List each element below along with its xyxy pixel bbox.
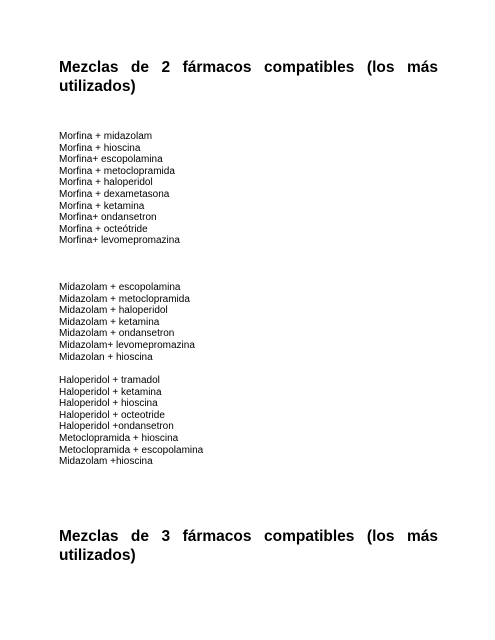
heading-word: más bbox=[406, 59, 438, 76]
list-item: Haloperidol +ondansetron bbox=[59, 421, 174, 433]
list-item: Morfina + midazolam bbox=[59, 131, 153, 142]
list-item: Morfina + hioscina bbox=[59, 142, 141, 154]
list-item: Midazolam + metoclopramida bbox=[59, 293, 190, 305]
morfina-combinations-list bbox=[59, 131, 180, 247]
list-item: Midazolam + ketamina bbox=[59, 316, 160, 328]
list-item: Midazolam+ levomepromazina bbox=[59, 339, 195, 351]
section-heading-2-drugs bbox=[59, 58, 438, 96]
list-item: Morfina+ escopolamina bbox=[59, 154, 163, 166]
list-item: Morfina+ levomepromazina bbox=[59, 235, 180, 247]
list-item: Morfina + metoclopramida bbox=[59, 165, 175, 177]
heading-word: más bbox=[406, 528, 438, 545]
list-item: Morfina + octeótride bbox=[59, 223, 148, 235]
list-item: Morfina + ketamina bbox=[59, 200, 145, 212]
heading-word: (los bbox=[366, 528, 395, 545]
haloperidol-combinations-list bbox=[59, 375, 203, 468]
list-item: Midazolan + hioscina bbox=[59, 351, 153, 363]
heading-word: compatibles bbox=[263, 59, 355, 76]
heading-word: (los bbox=[366, 59, 395, 76]
list-item: Midazolam +hioscina bbox=[59, 456, 153, 468]
list-item: Haloperidol + octeotride bbox=[59, 409, 165, 421]
heading-line-1 bbox=[59, 58, 438, 77]
heading-word: compatibles bbox=[263, 528, 355, 545]
heading-word: fármacos bbox=[182, 528, 252, 545]
list-item: Haloperidol + tramadol bbox=[59, 375, 160, 386]
list-item: Morfina + dexametasona bbox=[59, 188, 170, 200]
midazolam-combinations-list bbox=[59, 282, 195, 363]
heading-word: 3 bbox=[161, 528, 171, 545]
list-item: Midazolam + escopolamina bbox=[59, 282, 181, 293]
heading-line-1 bbox=[59, 527, 438, 546]
heading-word: de bbox=[130, 528, 150, 545]
heading-word: 2 bbox=[161, 59, 171, 76]
heading-word: Mezclas bbox=[59, 528, 119, 545]
heading-line-2: utilizados) bbox=[59, 547, 136, 564]
list-item: Metoclopramida + escopolamina bbox=[59, 444, 204, 456]
heading-word: Mezclas bbox=[59, 59, 119, 76]
heading-word: de bbox=[130, 59, 150, 76]
section-heading-3-drugs bbox=[59, 527, 438, 565]
list-item: Haloperidol + ketamina bbox=[59, 386, 162, 398]
heading-word: fármacos bbox=[182, 59, 252, 76]
list-item: Morfina+ ondansetron bbox=[59, 212, 157, 224]
list-item: Haloperidol + hioscina bbox=[59, 398, 158, 410]
list-item: Morfina + haloperidol bbox=[59, 177, 153, 189]
list-item: Midazolam + haloperidol bbox=[59, 305, 168, 317]
heading-line-2: utilizados) bbox=[59, 78, 136, 95]
list-item: Metoclopramida + hioscina bbox=[59, 432, 179, 444]
list-item: Midazolam + ondansetron bbox=[59, 328, 175, 340]
